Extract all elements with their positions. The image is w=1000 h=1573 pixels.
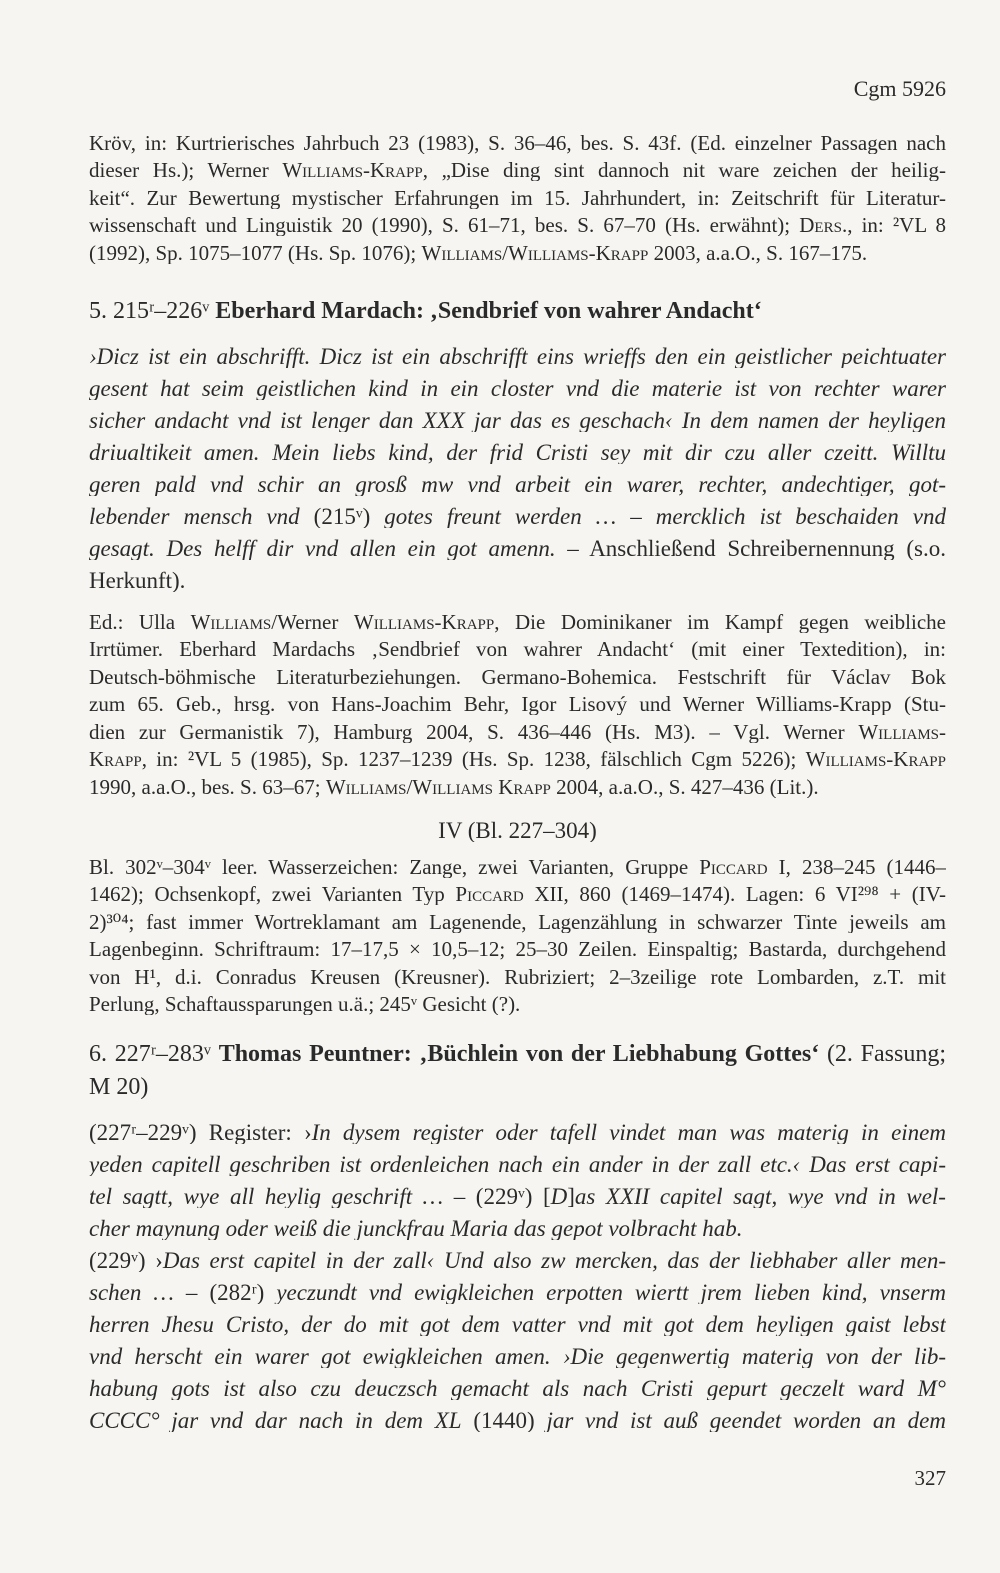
text-run: 6. 227ʳ–283ᵛ: [89, 1042, 219, 1066]
italic-run: lebender mensch vnd: [89, 505, 300, 528]
text-line: [89, 1281, 946, 1304]
text-line: [89, 441, 946, 464]
italic-run: Dicz ist ein abschrifft eins wrieffs den ein geistlicher peichtuater: [319, 345, 946, 368]
text-line: [89, 377, 946, 400]
text-run: I, 238–245 (1446–: [767, 857, 946, 878]
edition-line: [89, 667, 946, 688]
text-run: Bl. 302ᵛ–304ᵛ leer. Wasserzeichen: Zange, zwei Varianten, Gruppe: [89, 857, 700, 878]
text-run: – Anschließend Schreibernennung (s.o.: [555, 537, 946, 560]
text-line: [89, 1249, 946, 1272]
italic-run: geren pald vnd schir an grosß mw vnd arbeit ein warer, rechter, andechtiger, got-: [89, 473, 946, 496]
text-run: (1440): [461, 1409, 547, 1432]
text-line: [89, 1409, 946, 1432]
small-caps-run: Williams: [190, 612, 272, 633]
edition-line: [89, 612, 946, 633]
text-line: [89, 1121, 946, 1144]
text-run: – (229ᵛ) [: [443, 1185, 551, 1208]
text-run: von H¹, d.i. Conradus Kreusen (Kreusner). Rubriziert; 2–3zeilige rote Lombarden, z.T. mit: [89, 967, 946, 988]
lit-line: [89, 133, 946, 154]
text-run: (1992), Sp. 1075–1077 (Hs. Sp. 1076);: [89, 243, 422, 264]
text-run: wissenschaft und Linguistik 20 (1990), S. 61–71, bes. S. 67–70 (Hs. erwähnt);: [89, 215, 800, 236]
lit-line: [89, 188, 946, 209]
edition-line: [89, 639, 946, 660]
text-run: 1462); Ochsenkopf, zwei Varianten Typ: [89, 884, 456, 905]
edition-line: [89, 777, 946, 798]
italic-run: Das erst capitel in der zall‹ Und also zw mercken, das der liebhaber aller men-: [162, 1249, 946, 1272]
italic-run: habung gots ist also czu deuczsch gemacht als nach Cristi gepurt geczelt ward M°: [89, 1377, 946, 1400]
codicology-line: [89, 884, 946, 905]
text-run: (227ʳ–229ᵛ) Register: ›: [89, 1121, 312, 1144]
small-caps-run: Piccard: [699, 857, 768, 878]
italic-run: yeczundt vnd ewigkleichen erpotten wiertt jrem lieben kind, vnserm: [276, 1281, 946, 1304]
italic-run: In dysem register oder tafell vindet man was materig in einem: [311, 1121, 946, 1144]
text-run: 1990, a.a.O., bes. S. 63–67;: [89, 777, 326, 798]
lit-line: [89, 243, 946, 264]
text-run: 2)³⁰⁴; fast immer Wortreklamant am Lagenende, Lagenzählung in schwarzer Tinte jeweils am: [89, 912, 946, 933]
small-caps-run: Williams/Williams-Krapp: [421, 243, 649, 264]
text-line: [89, 1377, 946, 1400]
text-run: (229ᵛ) ›: [89, 1249, 163, 1272]
edition-line: [89, 722, 946, 743]
edition-line: [89, 749, 946, 770]
text-run: Deutsch-böhmische Literaturbeziehungen. Germano-Bohemica. Festschrift für Václav Bok: [89, 667, 946, 688]
italic-run: yeden capitell geschriben ist ordenleichen nach ein ander in der zall etc.‹ Das erst capi-: [89, 1153, 946, 1176]
small-caps-run: Williams-Krapp: [805, 749, 946, 770]
lit-line: [89, 215, 946, 236]
part-iv-heading: IV (Bl. 227–304): [438, 819, 597, 842]
text-line: [89, 473, 946, 496]
small-caps-run: Williams-Krapp: [353, 612, 495, 633]
section-6-heading: [89, 1042, 946, 1066]
text-run: (2. Fassung;: [819, 1042, 946, 1066]
italic-run: jar vnd ist auß geendet worden an dem: [546, 1409, 946, 1432]
text-run: ]: [567, 1185, 575, 1208]
text-line: [89, 1185, 946, 1208]
text-run: Irrtümer. Eberhard Mardachs ‚Sendbrief von wahrer Andacht‘ (mit einer Textedition), in:: [89, 639, 946, 660]
text-run: Herkunft).: [89, 569, 186, 592]
bold-run: Eberhard Mardach: ‚Sendbrief von wahrer Andacht‘: [215, 299, 762, 323]
codicology-line: [89, 967, 946, 988]
text-run: XII, 860 (1469–1474). Lagen: 6 VI²⁹⁸ + (IV-: [523, 884, 946, 905]
text-run: 2003, a.a.O., S. 167–175.: [648, 243, 868, 264]
text-line: [89, 537, 946, 560]
italic-run: D: [550, 1185, 568, 1208]
text-run: /Werner: [271, 612, 354, 633]
codicology-line: [89, 912, 946, 933]
codicology-line: [89, 994, 946, 1015]
running-head: Cgm 5926: [853, 76, 946, 101]
italic-run: herren Jhesu Cristo, der do mit got dem vatter vnd mit got dem heyligen gaist lebst: [89, 1313, 946, 1336]
italic-run: gesent hat seim geistlichen kind in ein closter vnd die materie ist von rechter warer: [89, 377, 946, 400]
italic-run: schen …: [89, 1281, 174, 1304]
text-run: Lagenbeginn. Schriftraum: 17–17,5 × 10,5–12; 25–30 Zeilen. Einspaltig; Bastarda, durchgehend: [89, 939, 946, 960]
italic-run: gesagt. Des helff dir vnd allen ein got amenn.: [89, 537, 556, 560]
italic-run: driualtikeit amen. Mein liebs kind, der frid Cristi sey mit dir czu aller czeitt. Willtu: [89, 441, 946, 464]
text-run: 5. 215ʳ–226ᵛ: [89, 299, 216, 323]
lit-line: [89, 160, 946, 181]
text-run: , in: ²VL 8: [847, 215, 946, 236]
text-line: [89, 409, 946, 432]
small-caps-run: Williams-: [858, 722, 946, 743]
italic-run: vnd herscht ein warer got ewigkleichen amen. ›Die gegenwertig materig von der lib-: [89, 1345, 946, 1368]
text-line: [89, 1217, 946, 1240]
codicology-line: [89, 939, 946, 960]
text-run: Ed.: Ulla: [89, 612, 191, 633]
text-run: 2004, a.a.O., S. 427–436 (Lit.).: [550, 777, 819, 798]
italic-run: ›Dicz ist ein abschrifft.: [89, 345, 311, 368]
text-run: keit“. Zur Bewertung mystischer Erfahrungen im 15. Jahrhundert, in: Zeitschrift für Literatur-: [89, 188, 946, 209]
text-run: , in: ²VL 5 (1985), Sp. 1237–1239 (Hs. Sp. 1238, fälschlich Cgm 5226);: [141, 749, 806, 770]
text-run: dien zur Germanistik 7), Hamburg 2004, S. 436–446 (Hs. M3). – Vgl. Werner: [89, 722, 859, 743]
small-caps-run: Krapp: [89, 749, 142, 770]
text-run: (215ᵛ): [299, 505, 385, 528]
text-run: Kröv, in: Kurtrierisches Jahrbuch 23 (1983), S. 36–46, bes. S. 43f. (Ed. einzelner Passagen nach: [89, 133, 946, 154]
section-5-heading: [89, 299, 946, 323]
codicology-line: [89, 857, 946, 878]
italic-run: tel sagtt, wye all heylig geschrift …: [89, 1185, 444, 1208]
bold-run: Thomas Peuntner: ‚Büchlein von der Liebhabung Gottes‘: [218, 1042, 820, 1066]
small-caps-run: Piccard: [455, 884, 524, 905]
text-run: [310, 345, 319, 368]
text-line: [89, 569, 946, 592]
text-run: , Die Dominikaner im Kampf gegen weibliche: [494, 612, 946, 633]
text-line: [89, 1153, 946, 1176]
italic-run: cher maynung oder weiß die junckfrau Maria das gepot volbracht hab.: [89, 1217, 743, 1240]
text-run: zum 65. Geb., hrsg. von Hans-Joachim Behr, Igor Lisový und Werner Williams-Krapp (Stu-: [89, 694, 946, 715]
text-line: [89, 1313, 946, 1336]
section-6-heading: [89, 1075, 946, 1099]
text-run: , „Dise ding sint dannoch nit ware zeichen der heilig-: [422, 160, 946, 181]
text-run: M 20): [89, 1075, 149, 1099]
small-caps-run: Williams/Williams Krapp: [325, 777, 551, 798]
page-number: 327: [914, 1466, 946, 1490]
text-line: [89, 505, 946, 528]
text-line: [89, 345, 946, 368]
text-line: [89, 1345, 946, 1368]
small-caps-run: Williams-Krapp: [282, 160, 423, 181]
text-run: – (282ʳ): [173, 1281, 277, 1304]
edition-line: [89, 694, 946, 715]
italic-run: as XXII capitel sagt, wye vnd in wel-: [574, 1185, 946, 1208]
italic-run: CCCC° jar vnd dar nach in dem XL: [89, 1409, 462, 1432]
italic-run: gotes freunt werden … – mercklich ist beschaiden vnd: [384, 505, 946, 528]
text-run: dieser Hs.); Werner: [89, 160, 283, 181]
small-caps-run: Ders.: [799, 215, 848, 236]
text-run: Perlung, Schaftaussparungen u.ä.; 245ᵛ Gesicht (?).: [89, 994, 521, 1015]
italic-run: sicher andacht vnd ist lenger dan XXX jar das es geschach‹ In dem namen der heyligen: [89, 409, 946, 432]
